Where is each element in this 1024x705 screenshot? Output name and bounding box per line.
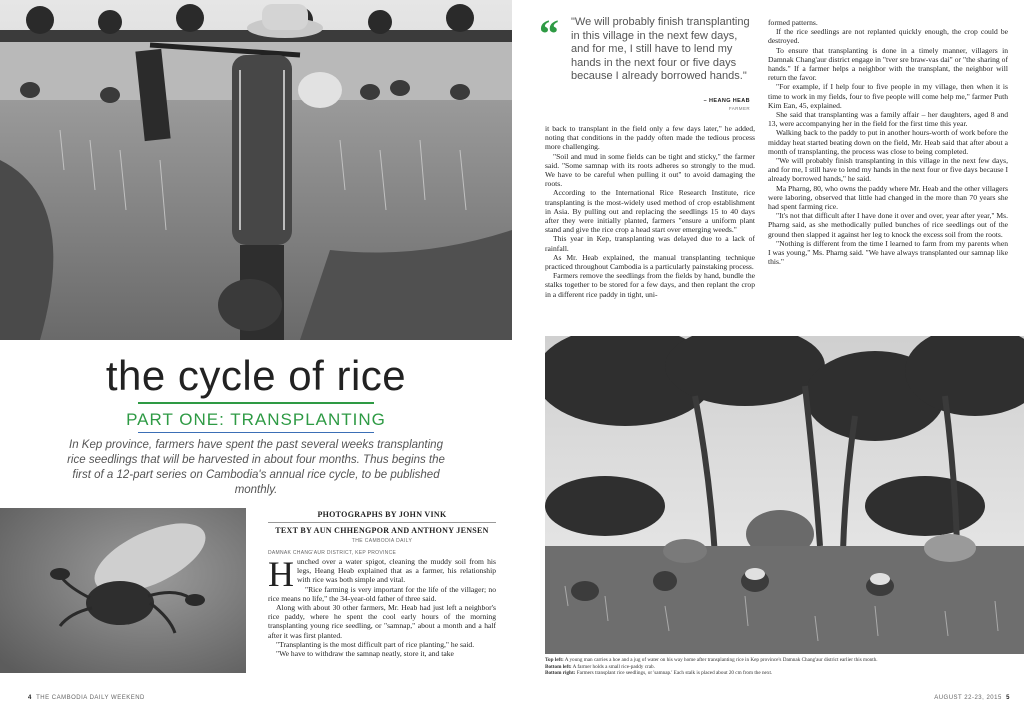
paragraph: As Mr. Heab explained, the manual transplanting technique practiced throughout Cambodia is a particularly painstaking process. [545, 252, 755, 272]
article-column-1 [268, 557, 496, 675]
paragraph: To ensure that transplanting is done in a timely manner, villagers in Damnak Chang'aur district engage in "tver sre braw-vas dai" or "the sharing of hands." If a farmer helps a neighbor with the transplant, the neighbor will return the favor. [768, 45, 1008, 83]
caption-top-left: Top left: A young man carries a hoe and a jug of water on his way home after transplanting rice in Kep province's Damnak Chang'aur district earlier this month. [545, 657, 878, 663]
paragraph: Walking back to the paddy to put in another hours-worth of work before the midday heat started beating down on the field, Mr. Heab said that after about a month of transplanting, the process was close to being completed. [768, 128, 1008, 156]
paragraph: it back to transplant in the field only a few days later," he added, noting that conditions in the paddy often made the tedious process more challenging. [545, 124, 755, 152]
paragraph: formed patterns. [768, 18, 818, 27]
pull-quote-attribution: – HEANG HEAB [703, 98, 750, 104]
paragraph: unched over a water spigot, cleaning the muddy soil from his legs, Heang Heab explained that as a farmer, his relationship with rice was both simple and vital. [297, 557, 496, 585]
article-column-3 [768, 18, 1008, 332]
credit-rule [268, 522, 496, 523]
article-subtitle: PART ONE: TRANSPLANTING [126, 410, 386, 429]
left-folio: 4 THE CAMBODIA DAILY WEEKEND [28, 695, 145, 701]
paragraph: If the rice seedlings are not replanted quickly enough, the crop could be destroyed. [768, 27, 1008, 46]
article-column-2 [545, 124, 755, 332]
pull-quote-role: FARMER [728, 106, 750, 111]
paragraph: "We will probably finish transplanting in this village in the next few days, and for me, I still have to lend my hands in the next four or five days because I already borrowed hands," he said. [768, 156, 1008, 184]
paragraph: "Rice farming is very important for the life of the villager; no rice means no life," the 34-year-old father of three said. [268, 584, 496, 603]
title-rule [138, 402, 374, 404]
paragraph: This year in Kep, transplanting was delayed due to a lack of rainfall. [545, 234, 755, 253]
caption-bottom-right: Bottom right: Farmers transplant rice seedlings, or 'samnap.' Each stalk is placed about 20 cm from the next. [545, 670, 773, 677]
paragraph: "It's not that difficult after I have done it over and over, year after year," Ms. Pharng said, as she methodically pulled bunches of rice seedlings out of the ground then slapped it against her leg to knock the excess soil from the roots. [768, 211, 1008, 239]
drop-cap: H [268, 557, 294, 594]
paragraph: Farmers remove the seedlings from the fields by hand, bundle the stalks together to be stored for a few days, and then replant the crop in a different rice paddy in tight, uni- [545, 271, 755, 299]
publication-credit: THE CAMBODIA DAILY [351, 538, 413, 544]
photo-farmers-transplanting [545, 336, 1024, 654]
paragraph: "Soil and mud in some fields can be tight and sticky," the farmer said. "Some samnap with its roots adheres so strongly to the mud. We have to be careful when pulling it out" to avoid damaging the roots. [545, 151, 755, 189]
text-credit: TEXT BY AUN CHHENGPOR AND ANTHONY JENSEN [275, 526, 489, 535]
caption-bottom-left: Bottom left: A farmer holds a small rice-paddy crab. [545, 663, 655, 670]
paragraph: "Nothing is different from the time I learned to farm from my parents when I was young," Ms. Pharng said. "We have always transplanted our samnap like this." [768, 238, 1008, 267]
paragraph: According to the International Rice Research Institute, rice transplanting is the most-widely used method of crop establishment in Asia. By pulling out and replacing the seedlings 15 to 40 days after they were initially planted, farmers "ensure a uniform plant stand and give the rice crop a head start over emerging weeds." [545, 188, 755, 235]
article-title: the cycle of rice [105, 352, 407, 399]
article-dateline: DAMNAK CHANG'AUR DISTRICT, KEP PROVINCE [268, 550, 397, 556]
paragraph: "Transplanting is the most difficult part of rice planting," he said. [276, 639, 475, 649]
paragraph: Along with about 30 other farmers, Mr. Heab had just left a neighbor's rice paddy, where he spent the cool early hours of the morning transplanting young rice seedling, or "samnap," about a month and a half after it was first planted. [268, 603, 496, 640]
paragraph: She said that transplanting was a family affair – her daughters, aged 8 and 13, were accompanying her in the field for the first time this year. [768, 110, 1008, 129]
paragraph: Ma Pharng, 80, who owns the paddy where Mr. Heab and the other villagers were laboring, observed that little had changed in the more than 70 years she had spent farming rice. [768, 183, 1008, 212]
paragraph: "We have to withdraw the samnap neatly, store it, and take [276, 649, 454, 659]
photo-crab-in-hand [0, 508, 246, 673]
article-dek: In Kep province, farmers have spent the past several weeks transplanting rice seedlings that will be harvested in about four months. Thus begins the first of a 12-part series on Cambodia's annual rice cycle, to be published monthly. [67, 439, 445, 496]
paragraph: "For example, if I help four to five people in my village, then when it is time to work in my fields, four to five people will come help me," farmer Puth Kim Ean, 45, explained. [768, 82, 1008, 110]
subtitle-rule [138, 432, 374, 433]
photo-farmer-with-hoe [0, 0, 512, 340]
photo-captions [545, 657, 1024, 677]
quote-mark-icon: “ [539, 11, 559, 56]
pull-quote: "We will probably finish transplanting in this village in the next few days, and for me, I still have to lend my hands in the next four or five days because I already borrowed hands." [571, 16, 750, 82]
right-folio: AUGUST 22-23, 2015 5 [934, 695, 1010, 701]
photo-credit: PHOTOGRAPHS BY JOHN VINK [317, 510, 447, 519]
